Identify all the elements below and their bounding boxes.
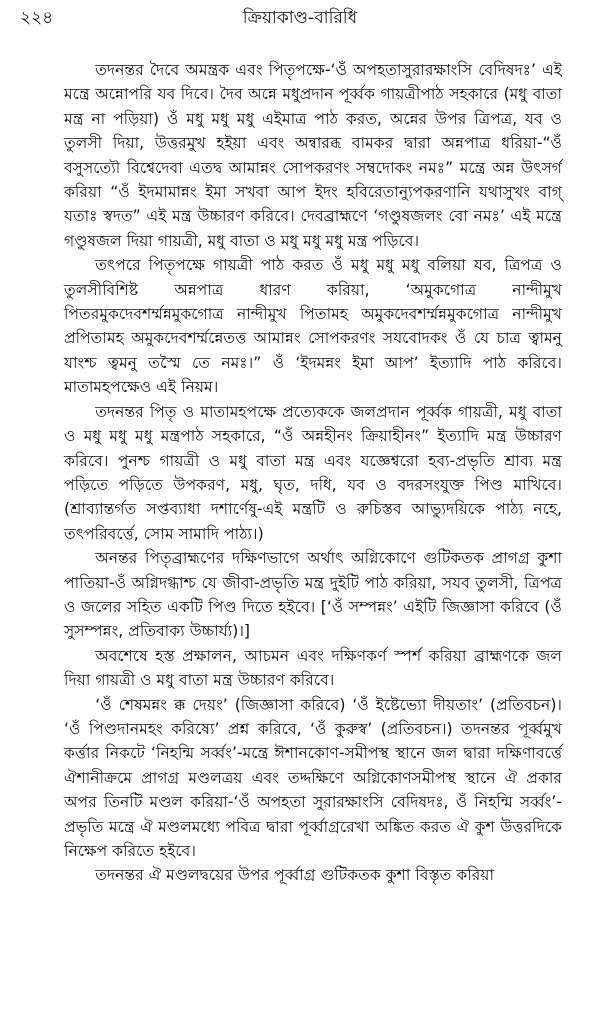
running-header <box>20 6 580 32</box>
paragraph: অবশেষে হস্ত প্রক্ষালন, আচমন এবং দক্ষিণকর্ণ স্পর্শ করিয়া ব্রাহ্মণকে জল দিয়া গায়ত্রী ও মধু বাতা মন্ত্র উচ্চারণ করিবে। <box>64 646 562 690</box>
running-title: ক্রিয়াকাণ্ড-বারিধি <box>242 8 358 28</box>
paragraph: ‘ওঁ শেষমন্নং ক্ক দেয়ং’ (জিজ্ঞাসা করিবে) ‘ওঁ ইষ্টেভ্যো দীয়তাং’ (প্রতিবচন)। ‘ওঁ পিণ্ডদানমহং করিষ্যে’ প্রশ্ন করিবে, ‘ওঁ কুরুস্ব’ (প্রতিবচন।) তদনন্তর পূর্ব্বমুখ কর্ত্তার নিকটে ‘নিহন্মি সর্ব্বং’-মন্ত্রে ঈশানকোণ-সমীপস্থ স্থানে জল দ্বারা দক্ষিণাবর্ত্তে ঐশানীক্রমে প্রাগগ্র মণ্ডলত্রয় এবং তদ্দক্ষিণে অগ্নিকোণসমীপস্থ স্থানে ঐ প্রকার অপর তিনটি মণ্ডল করিয়া-‘ওঁ অপহতা সুরারক্ষাংসি বেদিষদঃ, ওঁ নিহন্মি সর্ব্বং’-প্রভৃতি মন্ত্রে ঐ মণ্ডলমধ্যে পবিত্র দ্বারা পূর্ব্বাগ্ররেখা অঙ্কিত করত ঐ কুশ উত্তরদিকে নিক্ষেপ করিতে হইবে। <box>64 695 562 860</box>
paragraph: তদনন্তর পিতৃ ও মাতামহপক্ষে প্রত্যেককে জলপ্রদান পূর্ব্বক গায়ত্রী, মধু বাতা ও মধু মধু মধু মন্ত্রপাঠ সহকারে, “ওঁ অন্নহীনং ক্রিয়াহীনং” ইত্যাদি মন্ত্র উচ্চারণ করিবে। পুনশ্চ গায়ত্রী ও মধু বাতা মন্ত্র এবং যজ্ঞেশ্বরো হব্য-প্রভৃতি শ্রাব্য মন্ত্র পড়িতে পড়িতে উপকরণ, মধু, ঘৃত, দধি, যব ও বদরসংযুক্ত পিণ্ড মাখিবে। (শ্রাব্যান্তর্গত সপ্তব্যাধা দশার্ণেষু-এই মন্ত্রটি ও রুচিস্তব আভ্যুদয়িকে পাঠ্য নহে, তৎপরিবর্ত্তে, সোম সামাদি পাঠ্য।) <box>64 402 562 543</box>
paragraph: তদনন্তর ঐ মণ্ডলদ্বয়ের উপর পূর্ব্বাগ্র গুটিকতক কুশা বিস্তৃত করিয়া <box>95 866 494 885</box>
paragraph: তদনন্তর দৈবে অমন্ত্রক এবং পিতৃপক্ষে-‘ওঁ অপহতাসুরারক্ষাংসি বেদিষদঃ’ এই মন্ত্রে অন্নোপরি যব দিবে। দৈব অন্নে মধুপ্রদান পূর্ব্বক গায়ত্রীপাঠ সহকারে (মধু বাতা মন্ত্র না পড়িয়া) ওঁ মধু মধু মধু এইমাত্র পাঠ করত, অন্নের উপর ত্রিপত্র, যব ও তুলসী দিয়া, উত্তরমুখ হইয়া এবং অন্বারব্ধ বামকর দ্বারা অন্নপাত্র ধরিয়া-“ওঁ বসুসত্যৌ বিশ্বেদেবা এতদ্ব আমান্নং সোপকরণং সম্বদোকং নমঃ” মন্ত্রে অন্ন উৎসর্গ করিয়া “ওঁ ইদমামান্নং ইমা সখবা আপ ইদং হবিরেতান্যুপকরণানি যথাসুখং বাগ্‌ যতাঃ স্বদত” এই মন্ত্র উচ্চারণ করিবে। দেবব্রাহ্মণে ‘গণ্ডুষজলং বো নমঃ’ এই মন্ত্রে গণ্ডুষজল দিয়া গায়ত্রী, মধু বাতা ও মধু মধু মধু মন্ত্র পড়িবে। <box>64 61 562 250</box>
paragraph: তৎপরে পিতৃপক্ষে গায়ত্রী পাঠ করত ওঁ মধু মধু মধু বলিয়া যব, ত্রিপত্র ও তুলসীবিশিষ্ট অন্নপাত্র ধারণ করিয়া, ‘অমুকগোত্র নান্দীমুখ পিতরমুকদেবশর্ম্মন্নমুকগোত্র নান্দীমুখ পিতামহ অমুকদেবশর্ম্মন্নমুকগোত্র নান্দীমুখ প্রপিতামহ অমুকদেবশর্ম্মন্নেতত্ত আমান্নং সোপকরণং সযবোদকং ওঁ যে চাত্র ত্বামনু যাংশ্চ ত্বমনু তস্মৈ তে নমঃ।” ওঁ ‘ইদমন্নং ইমা আপ’ ইত্যাদি পাঠ করিবে। মাতামহপক্ষেও এই নিয়ম। <box>64 256 562 397</box>
paragraph: অনন্তর পিতৃব্রাহ্মণের দক্ষিণভাগে অর্থাৎ অগ্নিকোণে গুটিকতক প্রাগগ্র কুশা পাতিয়া-ওঁ অগ্নিদগ্ধাশ্চ যে জীবা-প্রভৃতি মন্ত্র দুইটি পাঠ করিয়া, সযব তুলসী, ত্রিপত্র ও জলের সহিত একটি পিণ্ড দিতে হইবে। [‘ওঁ সম্পন্নং’ এইটি জিজ্ঞাসা করিবে (ওঁ সুসম্পন্নং, প্রতিবাক্য উচ্চার্য্য)।] <box>64 549 562 641</box>
body-text <box>64 58 562 888</box>
page-number: ২২৪ <box>20 8 54 28</box>
